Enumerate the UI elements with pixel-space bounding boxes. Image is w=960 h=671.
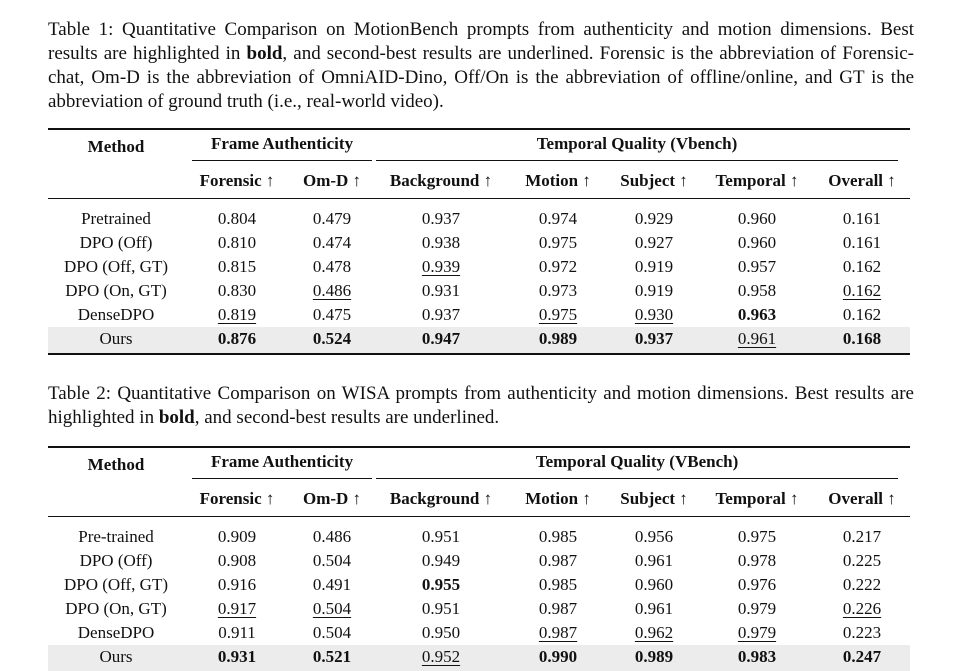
value-cell bbox=[184, 517, 290, 550]
value-text: 0.504 bbox=[313, 551, 351, 570]
value-text: 0.486 bbox=[313, 527, 351, 546]
value-cell bbox=[290, 303, 374, 327]
value-cell bbox=[508, 549, 608, 573]
value-text: 0.491 bbox=[313, 575, 351, 594]
value-cell bbox=[184, 279, 290, 303]
value-cell bbox=[608, 231, 700, 255]
value-cell bbox=[184, 255, 290, 279]
value-cell bbox=[290, 231, 374, 255]
value-cell bbox=[184, 573, 290, 597]
value-text: 0.474 bbox=[313, 233, 351, 252]
table1-group-temporal-quality: Temporal Quality (Vbench) bbox=[374, 129, 910, 164]
value-cell bbox=[608, 549, 700, 573]
value-cell bbox=[608, 645, 700, 671]
value-cell bbox=[608, 327, 700, 354]
value-text: 0.830 bbox=[218, 281, 256, 300]
table1-body bbox=[48, 199, 910, 355]
value-cell bbox=[508, 303, 608, 327]
value-text: 0.819 bbox=[218, 305, 256, 324]
value-text: 0.161 bbox=[843, 209, 881, 228]
value-text: 0.985 bbox=[539, 575, 577, 594]
table-row bbox=[48, 255, 910, 279]
table-row bbox=[48, 517, 910, 550]
value-text: 0.161 bbox=[843, 233, 881, 252]
table2 bbox=[48, 446, 910, 671]
table2-col-forensic: Forensic ↑ bbox=[184, 482, 290, 517]
value-text: 0.983 bbox=[738, 647, 776, 666]
value-text: 0.956 bbox=[635, 527, 673, 546]
value-cell bbox=[814, 327, 910, 354]
value-text: 0.908 bbox=[218, 551, 256, 570]
value-text: 0.979 bbox=[738, 623, 776, 642]
value-text: 0.217 bbox=[843, 527, 881, 546]
value-text: 0.225 bbox=[843, 551, 881, 570]
value-cell bbox=[508, 255, 608, 279]
value-cell bbox=[508, 621, 608, 645]
value-text: 0.222 bbox=[843, 575, 881, 594]
value-cell bbox=[184, 645, 290, 671]
table-row bbox=[48, 549, 910, 573]
table-row bbox=[48, 279, 910, 303]
value-cell bbox=[290, 621, 374, 645]
value-text: 0.162 bbox=[843, 257, 881, 276]
table2-caption-part-1: Table 2: Quantitative Comparison on WISA prompts from authenticity and motion dimensions. Best results are highlighted in bbox=[48, 383, 914, 428]
value-text: 0.815 bbox=[218, 257, 256, 276]
value-cell bbox=[608, 573, 700, 597]
value-text: 0.975 bbox=[539, 233, 577, 252]
value-cell bbox=[290, 549, 374, 573]
value-cell bbox=[608, 597, 700, 621]
value-text: 0.960 bbox=[635, 575, 673, 594]
value-text: 0.938 bbox=[422, 233, 460, 252]
value-text: 0.975 bbox=[539, 305, 577, 324]
value-text: 0.989 bbox=[539, 329, 577, 348]
value-text: 0.961 bbox=[635, 599, 673, 618]
value-cell bbox=[290, 327, 374, 354]
value-text: 0.987 bbox=[539, 551, 577, 570]
value-text: 0.987 bbox=[539, 623, 577, 642]
table2-caption-part-3: , and second-best results are underlined. bbox=[195, 407, 499, 428]
value-text: 0.247 bbox=[843, 647, 881, 666]
method-cell: DPO (Off) bbox=[48, 231, 184, 255]
value-text: 0.930 bbox=[635, 305, 673, 324]
value-text: 0.951 bbox=[422, 527, 460, 546]
value-text: 0.990 bbox=[539, 647, 577, 666]
value-cell bbox=[508, 199, 608, 232]
value-text: 0.919 bbox=[635, 257, 673, 276]
value-text: 0.162 bbox=[843, 281, 881, 300]
value-text: 0.504 bbox=[313, 623, 351, 642]
value-cell bbox=[508, 231, 608, 255]
value-text: 0.947 bbox=[422, 329, 460, 348]
table-row bbox=[48, 231, 910, 255]
value-cell bbox=[814, 549, 910, 573]
value-text: 0.927 bbox=[635, 233, 673, 252]
value-text: 0.972 bbox=[539, 257, 577, 276]
value-text: 0.985 bbox=[539, 527, 577, 546]
method-cell: DPO (Off, GT) bbox=[48, 255, 184, 279]
table2-empty-header bbox=[48, 482, 184, 517]
value-text: 0.226 bbox=[843, 599, 881, 618]
value-cell bbox=[700, 597, 814, 621]
value-cell bbox=[608, 517, 700, 550]
value-cell bbox=[290, 645, 374, 671]
table2-col-motion: Motion ↑ bbox=[508, 482, 608, 517]
table-row bbox=[48, 573, 910, 597]
table2-method-header: Method bbox=[48, 447, 184, 482]
table2-col-temporal: Temporal ↑ bbox=[700, 482, 814, 517]
value-text: 0.975 bbox=[738, 527, 776, 546]
value-text: 0.976 bbox=[738, 575, 776, 594]
value-text: 0.937 bbox=[422, 209, 460, 228]
value-cell bbox=[374, 597, 508, 621]
value-text: 0.504 bbox=[313, 599, 351, 618]
table2-col-omd: Om-D ↑ bbox=[290, 482, 374, 517]
value-cell bbox=[374, 303, 508, 327]
value-cell bbox=[608, 303, 700, 327]
method-cell: Ours bbox=[48, 327, 184, 354]
value-text: 0.931 bbox=[422, 281, 460, 300]
table-row bbox=[48, 621, 910, 645]
value-cell bbox=[184, 303, 290, 327]
table1-col-forensic: Forensic ↑ bbox=[184, 164, 290, 199]
value-cell bbox=[700, 279, 814, 303]
table1-col-subject: Subject ↑ bbox=[608, 164, 700, 199]
value-cell bbox=[374, 517, 508, 550]
value-text: 0.909 bbox=[218, 527, 256, 546]
value-text: 0.917 bbox=[218, 599, 256, 618]
value-text: 0.958 bbox=[738, 281, 776, 300]
table-row bbox=[48, 645, 910, 671]
value-cell bbox=[184, 231, 290, 255]
value-text: 0.960 bbox=[738, 209, 776, 228]
value-text: 0.952 bbox=[422, 647, 460, 666]
table1-caption-part-3: , and second-best results are underlined. Forensic is the abbreviation of Forensic-chat, Om-D is the abbreviation of OmniAID-Dino, Off/On is the abbreviation of offline/online, and GT is the abbreviation of ground truth (i.e., real-world video). bbox=[48, 43, 914, 112]
method-cell: DPO (Off) bbox=[48, 549, 184, 573]
method-cell: DPO (On, GT) bbox=[48, 597, 184, 621]
value-text: 0.486 bbox=[313, 281, 351, 300]
table2-group-temporal-quality: Temporal Quality (VBench) bbox=[374, 447, 910, 482]
method-cell: Pretrained bbox=[48, 199, 184, 232]
table-row bbox=[48, 597, 910, 621]
value-cell bbox=[508, 573, 608, 597]
value-text: 0.223 bbox=[843, 623, 881, 642]
table-row bbox=[48, 303, 910, 327]
table2-col-background: Background ↑ bbox=[374, 482, 508, 517]
value-cell bbox=[700, 573, 814, 597]
value-cell bbox=[508, 645, 608, 671]
value-text: 0.916 bbox=[218, 575, 256, 594]
value-text: 0.962 bbox=[635, 623, 673, 642]
table2-body bbox=[48, 517, 910, 671]
value-cell bbox=[508, 517, 608, 550]
value-cell bbox=[700, 549, 814, 573]
table2-caption-bold-word: bold bbox=[159, 407, 195, 428]
table2-col-subject: Subject ↑ bbox=[608, 482, 700, 517]
value-cell bbox=[700, 303, 814, 327]
value-text: 0.939 bbox=[422, 257, 460, 276]
table1-group-frame-authenticity: Frame Authenticity bbox=[184, 129, 374, 164]
method-cell: DPO (On, GT) bbox=[48, 279, 184, 303]
table2-col-overall: Overall ↑ bbox=[814, 482, 910, 517]
value-cell bbox=[814, 645, 910, 671]
table1-col-temporal: Temporal ↑ bbox=[700, 164, 814, 199]
value-cell bbox=[508, 327, 608, 354]
value-text: 0.955 bbox=[422, 575, 460, 594]
method-cell: DenseDPO bbox=[48, 303, 184, 327]
value-cell bbox=[290, 597, 374, 621]
value-cell bbox=[814, 621, 910, 645]
value-cell bbox=[184, 327, 290, 354]
value-cell bbox=[700, 199, 814, 232]
value-cell bbox=[374, 231, 508, 255]
table2-caption bbox=[48, 382, 914, 430]
value-cell bbox=[814, 573, 910, 597]
value-cell bbox=[184, 199, 290, 232]
value-text: 0.973 bbox=[539, 281, 577, 300]
value-cell bbox=[814, 255, 910, 279]
value-cell bbox=[184, 621, 290, 645]
value-cell bbox=[700, 231, 814, 255]
value-text: 0.989 bbox=[635, 647, 673, 666]
value-cell bbox=[700, 621, 814, 645]
table1-caption-part-1: Table 1: Quantitative Comparison on MotionBench prompts from authenticity and motion dimensions. Best results are highlighted in bbox=[48, 19, 914, 64]
value-cell bbox=[374, 645, 508, 671]
table-row bbox=[48, 199, 910, 232]
method-cell: Pre-trained bbox=[48, 517, 184, 550]
value-cell bbox=[290, 279, 374, 303]
value-cell bbox=[290, 573, 374, 597]
method-cell: DPO (Off, GT) bbox=[48, 573, 184, 597]
value-text: 0.911 bbox=[218, 623, 256, 642]
value-cell bbox=[814, 597, 910, 621]
value-cell bbox=[374, 279, 508, 303]
value-cell bbox=[608, 279, 700, 303]
value-cell bbox=[700, 327, 814, 354]
table1-caption bbox=[48, 18, 914, 114]
value-text: 0.961 bbox=[635, 551, 673, 570]
method-cell: DenseDPO bbox=[48, 621, 184, 645]
value-cell bbox=[700, 255, 814, 279]
value-cell bbox=[608, 255, 700, 279]
value-text: 0.937 bbox=[635, 329, 673, 348]
table1-method-header: Method bbox=[48, 129, 184, 164]
value-text: 0.974 bbox=[539, 209, 577, 228]
value-cell bbox=[184, 549, 290, 573]
table1-col-motion: Motion ↑ bbox=[508, 164, 608, 199]
table1-col-overall: Overall ↑ bbox=[814, 164, 910, 199]
value-text: 0.162 bbox=[843, 305, 881, 324]
table1-col-background: Background ↑ bbox=[374, 164, 508, 199]
value-text: 0.937 bbox=[422, 305, 460, 324]
value-text: 0.979 bbox=[738, 599, 776, 618]
value-cell bbox=[608, 199, 700, 232]
table1-caption-bold-word: bold bbox=[247, 43, 283, 64]
value-cell bbox=[290, 199, 374, 232]
value-text: 0.929 bbox=[635, 209, 673, 228]
table2-group-frame-authenticity: Frame Authenticity bbox=[184, 447, 374, 482]
value-cell bbox=[374, 621, 508, 645]
value-text: 0.949 bbox=[422, 551, 460, 570]
value-cell bbox=[290, 255, 374, 279]
value-text: 0.524 bbox=[313, 329, 351, 348]
value-cell bbox=[508, 279, 608, 303]
value-cell bbox=[814, 303, 910, 327]
table1-empty-header bbox=[48, 164, 184, 199]
value-cell bbox=[290, 517, 374, 550]
value-cell bbox=[814, 199, 910, 232]
value-text: 0.804 bbox=[218, 209, 256, 228]
value-cell bbox=[374, 549, 508, 573]
method-cell: Ours bbox=[48, 645, 184, 671]
value-cell bbox=[814, 231, 910, 255]
value-text: 0.951 bbox=[422, 599, 460, 618]
value-cell bbox=[700, 645, 814, 671]
value-cell bbox=[508, 597, 608, 621]
value-text: 0.978 bbox=[738, 551, 776, 570]
value-cell bbox=[814, 517, 910, 550]
value-text: 0.961 bbox=[738, 329, 776, 348]
value-text: 0.478 bbox=[313, 257, 351, 276]
value-text: 0.810 bbox=[218, 233, 256, 252]
value-text: 0.931 bbox=[218, 647, 256, 666]
value-text: 0.168 bbox=[843, 329, 881, 348]
value-cell bbox=[374, 573, 508, 597]
table1-col-omd: Om-D ↑ bbox=[290, 164, 374, 199]
value-text: 0.521 bbox=[313, 647, 351, 666]
value-text: 0.963 bbox=[738, 305, 776, 324]
value-text: 0.475 bbox=[313, 305, 351, 324]
value-text: 0.987 bbox=[539, 599, 577, 618]
value-text: 0.960 bbox=[738, 233, 776, 252]
value-cell bbox=[374, 255, 508, 279]
table1 bbox=[48, 128, 910, 355]
table-row bbox=[48, 327, 910, 354]
value-cell bbox=[374, 199, 508, 232]
value-cell bbox=[374, 327, 508, 354]
value-cell bbox=[608, 621, 700, 645]
value-text: 0.479 bbox=[313, 209, 351, 228]
value-text: 0.876 bbox=[218, 329, 256, 348]
value-cell bbox=[700, 517, 814, 550]
value-text: 0.957 bbox=[738, 257, 776, 276]
value-cell bbox=[184, 597, 290, 621]
value-text: 0.950 bbox=[422, 623, 460, 642]
value-text: 0.919 bbox=[635, 281, 673, 300]
value-cell bbox=[814, 279, 910, 303]
